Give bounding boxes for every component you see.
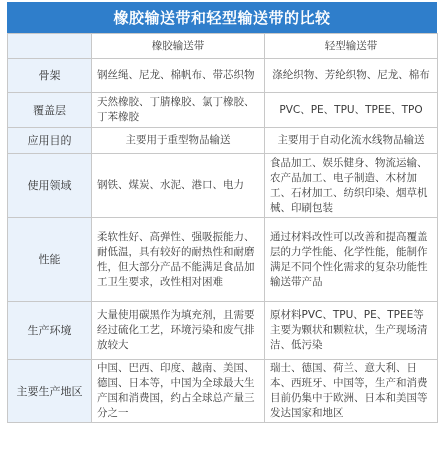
comparison-table <box>7 33 438 423</box>
table-row <box>8 360 438 423</box>
row-label: 主要生产地区 <box>8 360 92 423</box>
rubber-cell: 中国、巴西、印度、越南、美国、德国、日本等，中国为全球最大生产国和消费国，约占全球总产量三分之一 <box>92 360 265 423</box>
table-row <box>8 93 438 128</box>
rubber-cell: 天然橡胶、丁腈橡胶、氯丁橡胶、丁苯橡胶 <box>92 93 265 128</box>
row-label: 应用目的 <box>8 128 92 154</box>
header-corner <box>8 34 92 59</box>
header-light-belt: 轻型输送带 <box>265 34 438 59</box>
light-cell: 通过材料改性可以改善和提高覆盖层的力学性能、化学性能，能制作满足不同个性化需求的复杂功能性输送带产品 <box>265 218 438 302</box>
row-label: 性能 <box>8 218 92 302</box>
light-cell: 原材料PVC、TPU、PE、TPEE等主要为颗状和颗粒状，生产现场清洁、低污染 <box>265 302 438 360</box>
row-label: 骨架 <box>8 59 92 93</box>
table-row <box>8 128 438 154</box>
rubber-cell: 钢铁、煤炭、水泥、港口、电力 <box>92 154 265 218</box>
light-cell: PVC、PE、TPU、TPEE、TPO <box>265 93 438 128</box>
rubber-cell: 钢丝绳、尼龙、棉帆布、带芯织物 <box>92 59 265 93</box>
table-row <box>8 302 438 360</box>
rubber-cell: 主要用于重型物品输送 <box>92 128 265 154</box>
table-title: 橡胶输送带和轻型输送带的比较 <box>7 2 437 33</box>
row-label: 覆盖层 <box>8 93 92 128</box>
rubber-cell: 大量使用碳黑作为填充剂，且需要经过硫化工艺，环境污染和废气排放较大 <box>92 302 265 360</box>
row-label: 使用领域 <box>8 154 92 218</box>
header-row <box>8 34 438 59</box>
row-label: 生产环境 <box>8 302 92 360</box>
header-rubber-belt: 橡胶输送带 <box>92 34 265 59</box>
rubber-cell: 柔软性好、高弹性、强吸振能力、耐低温，具有较好的耐热性和耐磨性，但大部分产品不能满足食品加工卫生要求，改性相对困难 <box>92 218 265 302</box>
light-cell: 涤纶织物、芳纶织物、尼龙、棉布 <box>265 59 438 93</box>
light-cell: 主要用于自动化流水线物品输送 <box>265 128 438 154</box>
table-row <box>8 218 438 302</box>
table-row <box>8 59 438 93</box>
light-cell: 食品加工、娱乐健身、物流运输、农产品加工、电子制造、木材加工、石材加工、纺织印染、烟草机械、印刷包装 <box>265 154 438 218</box>
light-cell: 瑞士、德国、荷兰、意大利、日本、西班牙、中国等，生产和消费目前仍集中于欧洲、日本和美国等发达国家和地区 <box>265 360 438 423</box>
table-row <box>8 154 438 218</box>
